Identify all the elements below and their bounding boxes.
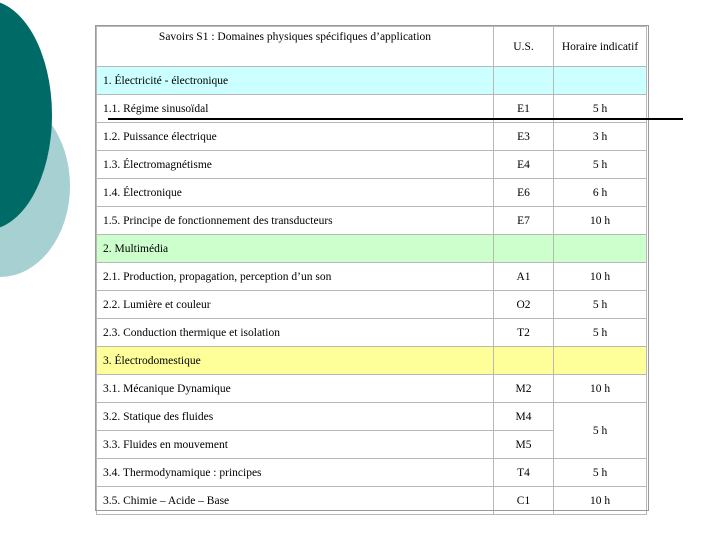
row-label: 3.4. Thermodynamique : principes: [97, 459, 494, 487]
row-hours: 10 h: [554, 375, 647, 403]
section-row: [97, 67, 647, 95]
table-row: [97, 123, 647, 151]
table-row: [97, 291, 647, 319]
row-hours: 10 h: [554, 487, 647, 515]
table-row: [97, 179, 647, 207]
table-row: [97, 319, 647, 347]
table-row: [97, 403, 647, 431]
row-us: T4: [494, 459, 554, 487]
row-us: E3: [494, 123, 554, 151]
row-us: M5: [494, 431, 554, 459]
row-us: T2: [494, 319, 554, 347]
row-hours: 3 h: [554, 123, 647, 151]
row-hours: 5 h: [554, 291, 647, 319]
table-row: [97, 487, 647, 515]
row-label: 2.3. Conduction thermique et isolation: [97, 319, 494, 347]
row-hours: 5 h: [554, 459, 647, 487]
table-row: [97, 375, 647, 403]
row-hours: 10 h: [554, 207, 647, 235]
row-label: 1.5. Principe de fonctionnement des transducteurs: [97, 207, 494, 235]
row-label: 1.4. Électronique: [97, 179, 494, 207]
row-us: C1: [494, 487, 554, 515]
row-us: E1: [494, 95, 554, 123]
header-row: [97, 27, 647, 67]
row-hours: 5 h: [554, 151, 647, 179]
row-hours: 5 h: [554, 95, 647, 123]
row-label: 1.1. Régime sinusoïdal: [97, 95, 494, 123]
section-title: 1. Électricité - électronique: [97, 67, 494, 95]
row-us: M4: [494, 403, 554, 431]
section-title: 2. Multimédia: [97, 235, 494, 263]
table-row: [97, 151, 647, 179]
header-title: Savoirs S1 : Domaines physiques spécifiques d’application: [97, 27, 494, 67]
row-us: M2: [494, 375, 554, 403]
table-row: [97, 263, 647, 291]
row-label: 3.1. Mécanique Dynamique: [97, 375, 494, 403]
row-us: A1: [494, 263, 554, 291]
table-row: [97, 459, 647, 487]
row-hours: 6 h: [554, 179, 647, 207]
section-row: [97, 347, 647, 375]
row-label: 2.1. Production, propagation, perception d’un son: [97, 263, 494, 291]
row-label: 1.3. Électromagnétisme: [97, 151, 494, 179]
row-label: 3.2. Statique des fluides: [97, 403, 494, 431]
header-us: U.S.: [494, 27, 554, 67]
row-us: E4: [494, 151, 554, 179]
row-label: 1.2. Puissance électrique: [97, 123, 494, 151]
savoirs-table: [96, 26, 647, 515]
row-us: O2: [494, 291, 554, 319]
horizontal-line: [108, 118, 683, 120]
row-hours-merged: 5 h: [554, 403, 647, 459]
section-title: 3. Électrodomestique: [97, 347, 494, 375]
row-us: E6: [494, 179, 554, 207]
row-label: 2.2. Lumière et couleur: [97, 291, 494, 319]
section-row: [97, 235, 647, 263]
table-row: [97, 207, 647, 235]
row-label: 3.3. Fluides en mouvement: [97, 431, 494, 459]
row-hours: 5 h: [554, 319, 647, 347]
header-horaire: Horaire indicatif: [554, 27, 647, 67]
row-hours: 10 h: [554, 263, 647, 291]
row-label: 3.5. Chimie – Acide – Base: [97, 487, 494, 515]
row-us: E7: [494, 207, 554, 235]
